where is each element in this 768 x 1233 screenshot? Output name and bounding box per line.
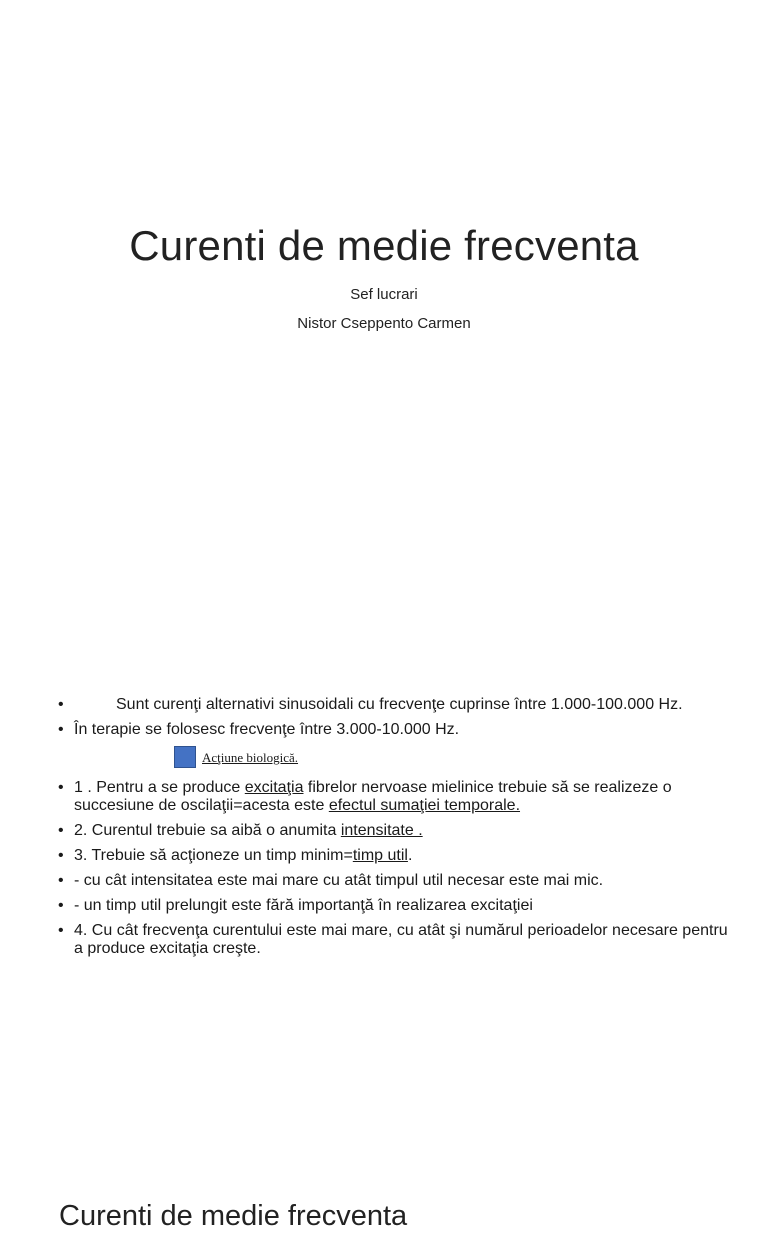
bullet-icon: •: [58, 847, 64, 864]
bullet-text: 2. Curentul trebuie sa aibă o anumita: [74, 822, 341, 839]
bullet-icon: •: [58, 721, 64, 738]
bullet-icon: •: [58, 822, 64, 839]
list-item: [58, 721, 738, 739]
embedded-object-row: [58, 746, 738, 772]
bullet-text: - un timp util prelungit este fără importanţă în realizarea excitaţiei: [74, 897, 533, 914]
list-item: [58, 779, 738, 815]
bullet-text: .: [407, 847, 413, 864]
bullet-icon: •: [58, 872, 64, 889]
bullet-icon: •: [58, 922, 64, 939]
bullet-text: 4. Cu cât frecvenţa curentului este mai mare, cu atât şi numărul perioadelor necesare pentru a produce excitaţia creşte.: [74, 922, 728, 957]
embedded-object-label: Acţiune biologică.: [202, 750, 299, 765]
presentation-title: Curenti de medie frecventa: [129, 222, 639, 269]
bullet-list: [58, 696, 738, 965]
list-item: [58, 847, 738, 865]
bullet-text: 3. Trebuie să acţioneze un timp minim=: [74, 847, 353, 864]
bullet-text: fibrelor nervoase mielinice trebuie să se realizeze o succesiune de oscilaţii=acesta este: [74, 779, 672, 814]
bullet-icon: •: [58, 696, 64, 713]
bullet-text: Sunt curenţi alternativi sinusoidali cu frecvenţe cuprinse între 1.000-100.000 Hz.: [116, 696, 683, 713]
bullet-text: În terapie se folosesc frecvenţe între 3.000-10.000 Hz.: [74, 721, 460, 738]
list-item: [58, 822, 738, 840]
underlined-term: efectul sumaţiei temporale.: [328, 797, 521, 814]
list-item: [58, 872, 738, 890]
underlined-term: intensitate .: [340, 822, 423, 839]
bullet-icon: •: [58, 779, 64, 796]
bullet-text: - cu cât intensitatea este mai mare cu atât timpul util necesar este mai mic.: [74, 872, 604, 889]
underlined-term: timp util: [352, 847, 408, 864]
list-item: [58, 696, 738, 714]
list-item: [58, 897, 738, 915]
slide-title: [0, 0, 768, 576]
bullet-text: 1 . Pentru a se produce: [74, 779, 245, 796]
list-item: [58, 922, 738, 958]
bullet-icon: •: [58, 897, 64, 914]
author-role: Sef lucrari: [350, 286, 418, 303]
underlined-term: excitaţia: [244, 779, 304, 796]
author-name: Nistor Cseppento Carmen: [297, 315, 471, 332]
embedded-object-icon[interactable]: [174, 746, 196, 768]
slide-heading: Curenti de medie frecventa: [59, 1200, 408, 1232]
